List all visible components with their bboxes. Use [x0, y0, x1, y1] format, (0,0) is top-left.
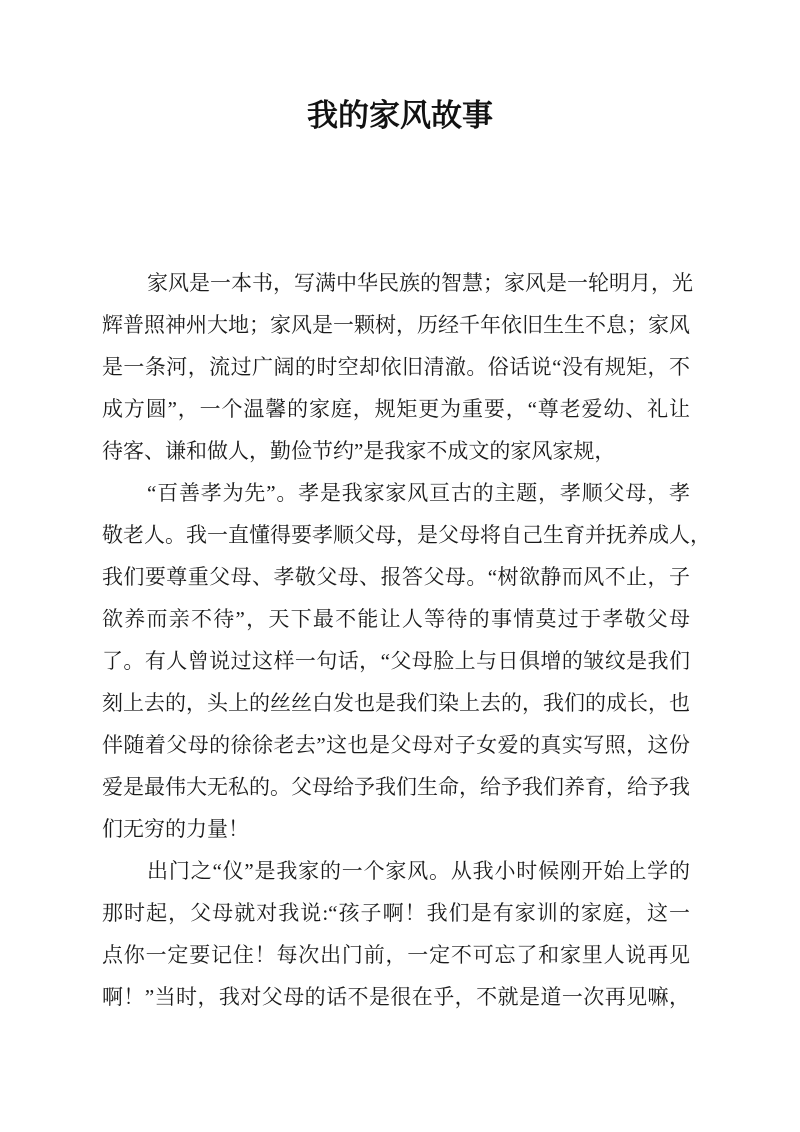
text-line: 点你一定要记住！每次出门前，一定不可忘了和家里人说再见: [102, 943, 690, 967]
text-line: 那时起，父母就对我说:“孩子啊！我们是有家训的家庭，这一: [102, 901, 690, 925]
text-line: 我们要尊重父母、孝敬父母、报答父母。“树欲静而风不止，子: [102, 565, 690, 589]
text-line: 啊！”当时，我对父母的话不是很在乎，不就是道一次再见嘛，: [102, 985, 690, 1009]
text-line: 出门之“仪”是我家的一个家风。从我小时候刚开始上学的: [147, 859, 690, 883]
text-line: 欲养而亲不待”，天下最不能让人等待的事情莫过于孝敬父母: [102, 607, 690, 631]
text-line: 是一条河，流过广阔的时空却依旧清澈。俗话说“没有规矩，不: [102, 355, 690, 379]
text-line: 辉普照神州大地；家风是一颗树，历经千年依旧生生不息；家风: [102, 313, 690, 337]
text-line: 成方圆”，一个温馨的家庭，规矩更为重要，“尊老爱幼、礼让: [102, 397, 690, 421]
text-line: 敬老人。我一直懂得要孝顺父母，是父母将自己生育并抚养成人，: [102, 523, 711, 547]
text-line: 家风是一本书，写满中华民族的智慧；家风是一轮明月，光: [147, 271, 693, 295]
text-line: “百善孝为先”。孝是我家家风亘古的主题，孝顺父母，孝: [147, 481, 690, 505]
paragraph: [102, 850, 690, 1018]
text-line: 们无穷的力量！: [102, 817, 249, 841]
text-line: 了。有人曾说过这样一句话，“父母脸上与日俱增的皱纹是我们: [102, 649, 690, 673]
document-body: [102, 262, 711, 1018]
paragraph: [102, 262, 693, 472]
text-line: 待客、谦和做人，勤俭节约”是我家不成文的家风家规，: [102, 439, 616, 463]
paragraph: [102, 472, 711, 850]
text-line: 伴随着父母的徐徐老去”这也是父母对子女爱的真实写照，这份: [102, 733, 690, 757]
text-line: 刻上去的，头上的丝丝白发也是我们染上去的，我们的成长，也: [102, 691, 690, 715]
page-title: 我的家风故事: [307, 98, 493, 133]
text-line: 爱是最伟大无私的。父母给予我们生命，给予我们养育，给予我: [102, 775, 690, 799]
